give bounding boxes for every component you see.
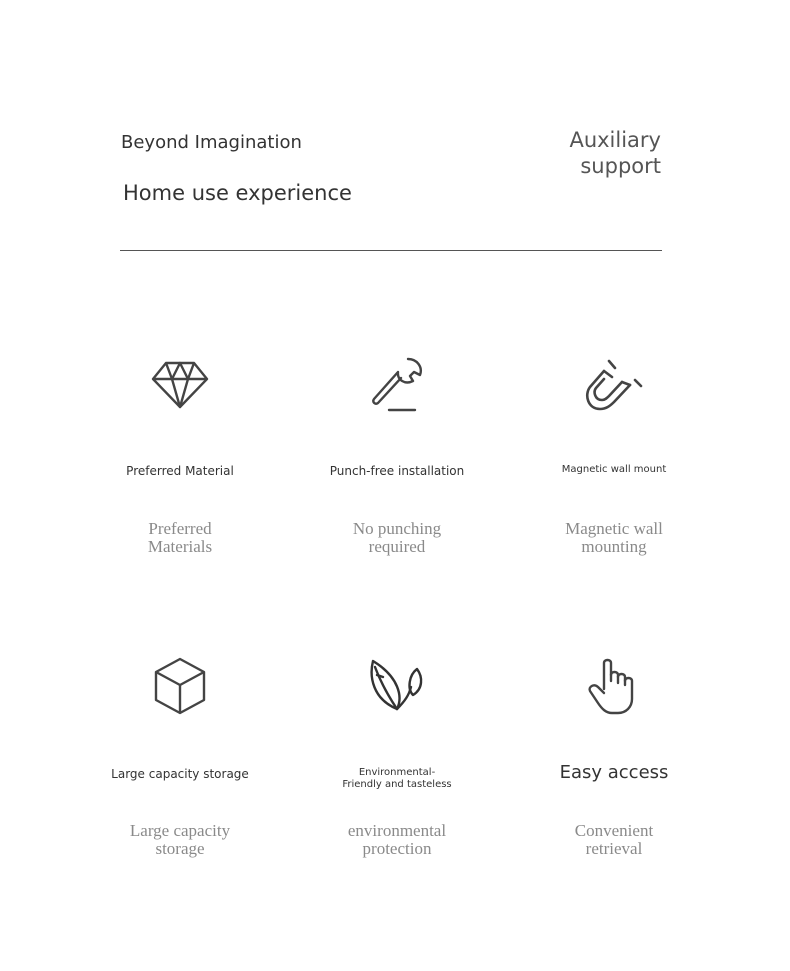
feature-sublabel: No punching required — [352, 519, 442, 556]
feature-sublabel: Magnetic wall mounting — [565, 519, 663, 556]
feature-sublabel: environmental protection — [347, 821, 447, 858]
header-right-label — [569, 127, 661, 179]
diamond-icon — [150, 355, 210, 415]
feature-sublabel: Preferred Materials — [147, 519, 213, 556]
feature-label: Punch-free installation — [329, 464, 465, 478]
feature-label: Easy access — [559, 762, 669, 783]
feature-sublabel: Large capacity storage — [129, 821, 231, 858]
feature-label: Environmental- Friendly and tasteless — [342, 767, 452, 790]
feature-label: Large capacity storage — [111, 767, 249, 781]
wrench-icon — [367, 355, 427, 415]
feature-label: Magnetic wall mount — [561, 464, 667, 475]
cube-icon — [150, 655, 210, 715]
feature-sublabel: Convenient retrieval — [574, 821, 654, 858]
magnet-icon — [584, 355, 644, 415]
header-tagline: Beyond Imagination — [121, 132, 302, 153]
feature-label: Preferred Material — [126, 464, 234, 478]
hand-pointer-icon — [584, 655, 644, 715]
leaf-icon — [367, 655, 427, 715]
header-right-line2: support — [580, 154, 661, 178]
header-right-line1: Auxiliary — [569, 128, 661, 152]
header-divider — [120, 250, 662, 251]
header-title: Home use experience — [123, 181, 352, 205]
